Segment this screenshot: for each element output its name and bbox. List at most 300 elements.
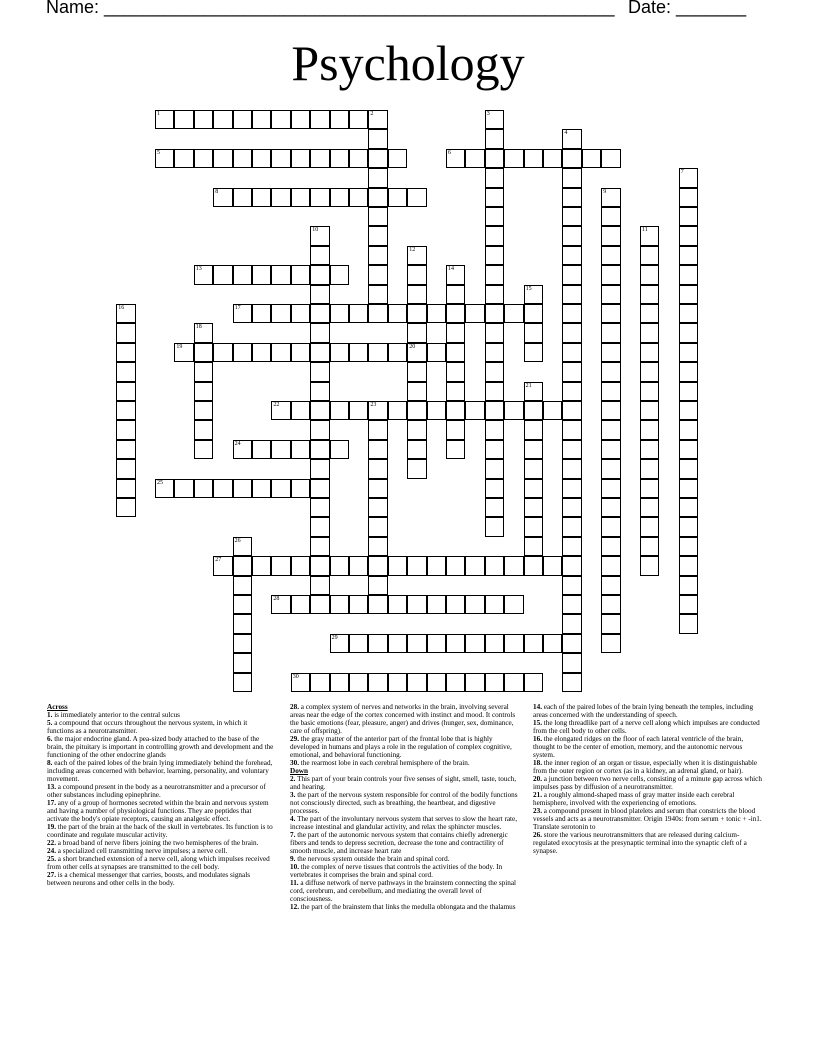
grid-cell[interactable]	[524, 479, 543, 498]
grid-cell[interactable]	[368, 517, 387, 536]
grid-cell[interactable]	[640, 440, 659, 459]
grid-cell[interactable]	[407, 304, 426, 323]
grid-cell[interactable]	[116, 479, 135, 498]
grid-cell[interactable]	[679, 420, 698, 439]
grid-cell[interactable]	[310, 479, 329, 498]
grid-cell[interactable]	[252, 556, 271, 575]
grid-cell[interactable]	[485, 362, 504, 381]
grid-cell[interactable]	[446, 440, 465, 459]
grid-cell[interactable]	[524, 459, 543, 478]
grid-cell[interactable]	[291, 265, 310, 284]
grid-cell[interactable]	[233, 440, 252, 459]
grid-cell[interactable]	[640, 362, 659, 381]
grid-cell[interactable]	[601, 420, 620, 439]
grid-cell[interactable]	[601, 634, 620, 653]
grid-cell[interactable]	[485, 420, 504, 439]
grid-cell[interactable]	[407, 420, 426, 439]
grid-cell[interactable]	[562, 401, 581, 420]
grid-cell[interactable]	[601, 149, 620, 168]
grid-cell[interactable]	[679, 226, 698, 245]
grid-cell[interactable]	[213, 188, 232, 207]
grid-cell[interactable]	[349, 673, 368, 692]
grid-cell[interactable]	[174, 479, 193, 498]
grid-cell[interactable]	[368, 265, 387, 284]
grid-cell[interactable]	[213, 265, 232, 284]
grid-cell[interactable]	[524, 323, 543, 342]
grid-cell[interactable]	[116, 498, 135, 517]
grid-cell[interactable]	[485, 285, 504, 304]
grid-cell[interactable]	[640, 420, 659, 439]
grid-cell[interactable]	[562, 265, 581, 284]
grid-cell[interactable]	[271, 110, 290, 129]
grid-cell[interactable]	[368, 420, 387, 439]
grid-cell[interactable]	[233, 634, 252, 653]
grid-cell[interactable]	[271, 440, 290, 459]
grid-cell[interactable]	[407, 634, 426, 653]
grid-cell[interactable]	[446, 673, 465, 692]
grid-cell[interactable]	[524, 285, 543, 304]
grid-cell[interactable]	[368, 537, 387, 556]
grid-cell[interactable]	[116, 420, 135, 439]
grid-cell[interactable]	[213, 479, 232, 498]
grid-cell[interactable]	[310, 576, 329, 595]
grid-cell[interactable]	[640, 459, 659, 478]
grid-cell[interactable]	[407, 556, 426, 575]
grid-cell[interactable]	[368, 304, 387, 323]
grid-cell[interactable]	[679, 323, 698, 342]
grid-cell[interactable]	[349, 149, 368, 168]
grid-cell[interactable]	[562, 440, 581, 459]
grid-cell[interactable]	[310, 226, 329, 245]
grid-cell[interactable]	[388, 634, 407, 653]
grid-cell[interactable]	[330, 401, 349, 420]
grid-cell[interactable]	[407, 246, 426, 265]
grid-cell[interactable]	[640, 265, 659, 284]
grid-cell[interactable]	[562, 576, 581, 595]
grid-cell[interactable]	[427, 556, 446, 575]
grid-cell[interactable]	[465, 401, 484, 420]
grid-cell[interactable]	[465, 634, 484, 653]
grid-cell[interactable]	[349, 595, 368, 614]
grid-cell[interactable]	[407, 459, 426, 478]
grid-cell[interactable]	[427, 634, 446, 653]
grid-cell[interactable]	[194, 479, 213, 498]
grid-cell[interactable]	[640, 323, 659, 342]
grid-cell[interactable]	[252, 479, 271, 498]
grid-cell[interactable]	[446, 634, 465, 653]
grid-cell[interactable]	[368, 576, 387, 595]
grid-cell[interactable]	[446, 285, 465, 304]
grid-cell[interactable]	[679, 285, 698, 304]
grid-cell[interactable]	[116, 401, 135, 420]
grid-cell[interactable]	[562, 207, 581, 226]
grid-cell[interactable]	[233, 110, 252, 129]
grid-cell[interactable]	[388, 401, 407, 420]
grid-cell[interactable]	[291, 188, 310, 207]
grid-cell[interactable]	[679, 246, 698, 265]
grid-cell[interactable]	[310, 382, 329, 401]
grid-cell[interactable]	[562, 188, 581, 207]
grid-cell[interactable]	[601, 576, 620, 595]
grid-cell[interactable]	[233, 653, 252, 672]
grid-cell[interactable]	[601, 362, 620, 381]
grid-cell[interactable]	[368, 595, 387, 614]
grid-cell[interactable]	[562, 323, 581, 342]
grid-cell[interactable]	[155, 149, 174, 168]
grid-cell[interactable]	[601, 207, 620, 226]
grid-cell[interactable]	[485, 556, 504, 575]
grid-cell[interactable]	[330, 343, 349, 362]
grid-cell[interactable]	[310, 188, 329, 207]
grid-cell[interactable]	[679, 304, 698, 323]
grid-cell[interactable]	[388, 304, 407, 323]
grid-cell[interactable]	[524, 440, 543, 459]
grid-cell[interactable]	[330, 149, 349, 168]
grid-cell[interactable]	[562, 498, 581, 517]
grid-cell[interactable]	[485, 479, 504, 498]
grid-cell[interactable]	[407, 595, 426, 614]
grid-cell[interactable]	[601, 382, 620, 401]
grid-cell[interactable]	[679, 556, 698, 575]
grid-cell[interactable]	[291, 149, 310, 168]
grid-cell[interactable]	[407, 285, 426, 304]
grid-cell[interactable]	[562, 614, 581, 633]
grid-cell[interactable]	[524, 517, 543, 536]
grid-cell[interactable]	[582, 149, 601, 168]
grid-cell[interactable]	[174, 343, 193, 362]
grid-cell[interactable]	[485, 168, 504, 187]
grid-cell[interactable]	[679, 498, 698, 517]
grid-cell[interactable]	[562, 304, 581, 323]
grid-cell[interactable]	[194, 362, 213, 381]
grid-cell[interactable]	[485, 265, 504, 284]
grid-cell[interactable]	[601, 323, 620, 342]
grid-cell[interactable]	[465, 149, 484, 168]
grid-cell[interactable]	[116, 323, 135, 342]
grid-cell[interactable]	[310, 265, 329, 284]
grid-cell[interactable]	[543, 401, 562, 420]
grid-cell[interactable]	[601, 459, 620, 478]
grid-cell[interactable]	[310, 459, 329, 478]
grid-cell[interactable]	[330, 556, 349, 575]
grid-cell[interactable]	[485, 149, 504, 168]
grid-cell[interactable]	[679, 440, 698, 459]
grid-cell[interactable]	[446, 556, 465, 575]
grid-cell[interactable]	[524, 537, 543, 556]
grid-cell[interactable]	[543, 556, 562, 575]
grid-cell[interactable]	[194, 323, 213, 342]
grid-cell[interactable]	[485, 323, 504, 342]
grid-cell[interactable]	[562, 362, 581, 381]
grid-cell[interactable]	[291, 343, 310, 362]
grid-cell[interactable]	[252, 110, 271, 129]
grid-cell[interactable]	[465, 304, 484, 323]
grid-cell[interactable]	[679, 537, 698, 556]
grid-cell[interactable]	[310, 556, 329, 575]
grid-cell[interactable]	[291, 556, 310, 575]
grid-cell[interactable]	[330, 265, 349, 284]
grid-cell[interactable]	[368, 498, 387, 517]
grid-cell[interactable]	[349, 343, 368, 362]
grid-cell[interactable]	[562, 129, 581, 148]
grid-cell[interactable]	[271, 149, 290, 168]
grid-cell[interactable]	[116, 343, 135, 362]
grid-cell[interactable]	[679, 188, 698, 207]
grid-cell[interactable]	[368, 149, 387, 168]
grid-cell[interactable]	[233, 304, 252, 323]
grid-cell[interactable]	[368, 459, 387, 478]
grid-cell[interactable]	[116, 304, 135, 323]
grid-cell[interactable]	[446, 420, 465, 439]
grid-cell[interactable]	[233, 576, 252, 595]
grid-cell[interactable]	[601, 517, 620, 536]
grid-cell[interactable]	[640, 304, 659, 323]
grid-cell[interactable]	[407, 673, 426, 692]
grid-cell[interactable]	[116, 459, 135, 478]
grid-cell[interactable]	[368, 401, 387, 420]
grid-cell[interactable]	[485, 634, 504, 653]
grid-cell[interactable]	[640, 556, 659, 575]
grid-cell[interactable]	[368, 285, 387, 304]
grid-cell[interactable]	[213, 149, 232, 168]
grid-cell[interactable]	[388, 149, 407, 168]
grid-cell[interactable]	[601, 595, 620, 614]
grid-cell[interactable]	[601, 537, 620, 556]
grid-cell[interactable]	[679, 362, 698, 381]
grid-cell[interactable]	[194, 401, 213, 420]
grid-cell[interactable]	[562, 420, 581, 439]
grid-cell[interactable]	[485, 343, 504, 362]
grid-cell[interactable]	[562, 343, 581, 362]
grid-cell[interactable]	[271, 595, 290, 614]
grid-cell[interactable]	[562, 556, 581, 575]
grid-cell[interactable]	[310, 537, 329, 556]
grid-cell[interactable]	[562, 459, 581, 478]
grid-cell[interactable]	[485, 401, 504, 420]
grid-cell[interactable]	[155, 479, 174, 498]
grid-cell[interactable]	[640, 343, 659, 362]
grid-cell[interactable]	[310, 362, 329, 381]
grid-cell[interactable]	[640, 537, 659, 556]
grid-cell[interactable]	[562, 517, 581, 536]
grid-cell[interactable]	[310, 595, 329, 614]
grid-cell[interactable]	[427, 673, 446, 692]
grid-cell[interactable]	[213, 110, 232, 129]
grid-cell[interactable]	[310, 420, 329, 439]
grid-cell[interactable]	[155, 110, 174, 129]
grid-cell[interactable]	[601, 498, 620, 517]
grid-cell[interactable]	[368, 343, 387, 362]
grid-cell[interactable]	[446, 382, 465, 401]
grid-cell[interactable]	[485, 440, 504, 459]
grid-cell[interactable]	[368, 479, 387, 498]
grid-cell[interactable]	[679, 614, 698, 633]
grid-cell[interactable]	[679, 401, 698, 420]
grid-cell[interactable]	[485, 226, 504, 245]
grid-cell[interactable]	[407, 440, 426, 459]
grid-cell[interactable]	[485, 304, 504, 323]
grid-cell[interactable]	[679, 265, 698, 284]
grid-cell[interactable]	[601, 285, 620, 304]
grid-cell[interactable]	[233, 479, 252, 498]
grid-cell[interactable]	[504, 673, 523, 692]
grid-cell[interactable]	[485, 246, 504, 265]
grid-cell[interactable]	[330, 110, 349, 129]
grid-cell[interactable]	[465, 673, 484, 692]
grid-cell[interactable]	[679, 459, 698, 478]
grid-cell[interactable]	[368, 246, 387, 265]
grid-cell[interactable]	[524, 304, 543, 323]
grid-cell[interactable]	[446, 401, 465, 420]
grid-cell[interactable]	[407, 265, 426, 284]
grid-cell[interactable]	[504, 401, 523, 420]
grid-cell[interactable]	[679, 595, 698, 614]
grid-cell[interactable]	[407, 401, 426, 420]
grid-cell[interactable]	[116, 440, 135, 459]
grid-cell[interactable]	[368, 673, 387, 692]
grid-cell[interactable]	[233, 188, 252, 207]
grid-cell[interactable]	[679, 382, 698, 401]
grid-cell[interactable]	[194, 382, 213, 401]
grid-cell[interactable]	[349, 556, 368, 575]
grid-cell[interactable]	[388, 556, 407, 575]
grid-cell[interactable]	[485, 129, 504, 148]
grid-cell[interactable]	[427, 595, 446, 614]
grid-cell[interactable]	[601, 479, 620, 498]
grid-cell[interactable]	[291, 479, 310, 498]
grid-cell[interactable]	[310, 323, 329, 342]
grid-cell[interactable]	[194, 265, 213, 284]
grid-cell[interactable]	[349, 634, 368, 653]
grid-cell[interactable]	[310, 246, 329, 265]
grid-cell[interactable]	[640, 226, 659, 245]
grid-cell[interactable]	[252, 304, 271, 323]
grid-cell[interactable]	[446, 323, 465, 342]
grid-cell[interactable]	[601, 226, 620, 245]
grid-cell[interactable]	[194, 420, 213, 439]
grid-cell[interactable]	[601, 304, 620, 323]
grid-cell[interactable]	[562, 634, 581, 653]
grid-cell[interactable]	[601, 188, 620, 207]
grid-cell[interactable]	[485, 459, 504, 478]
grid-cell[interactable]	[271, 556, 290, 575]
grid-cell[interactable]	[524, 382, 543, 401]
grid-cell[interactable]	[524, 556, 543, 575]
grid-cell[interactable]	[485, 673, 504, 692]
grid-cell[interactable]	[330, 673, 349, 692]
grid-cell[interactable]	[446, 343, 465, 362]
grid-cell[interactable]	[524, 498, 543, 517]
grid-cell[interactable]	[562, 537, 581, 556]
grid-cell[interactable]	[388, 188, 407, 207]
grid-cell[interactable]	[427, 304, 446, 323]
grid-cell[interactable]	[310, 440, 329, 459]
grid-cell[interactable]	[640, 285, 659, 304]
grid-cell[interactable]	[368, 556, 387, 575]
grid-cell[interactable]	[388, 343, 407, 362]
grid-cell[interactable]	[349, 110, 368, 129]
grid-cell[interactable]	[368, 207, 387, 226]
grid-cell[interactable]	[174, 149, 193, 168]
grid-cell[interactable]	[524, 420, 543, 439]
grid-cell[interactable]	[310, 498, 329, 517]
grid-cell[interactable]	[543, 634, 562, 653]
grid-cell[interactable]	[465, 595, 484, 614]
grid-cell[interactable]	[504, 556, 523, 575]
grid-cell[interactable]	[427, 343, 446, 362]
grid-cell[interactable]	[233, 343, 252, 362]
grid-cell[interactable]	[524, 149, 543, 168]
grid-cell[interactable]	[679, 168, 698, 187]
grid-cell[interactable]	[640, 401, 659, 420]
grid-cell[interactable]	[407, 188, 426, 207]
grid-cell[interactable]	[310, 343, 329, 362]
grid-cell[interactable]	[601, 614, 620, 633]
grid-cell[interactable]	[310, 673, 329, 692]
grid-cell[interactable]	[194, 343, 213, 362]
grid-cell[interactable]	[485, 382, 504, 401]
grid-cell[interactable]	[524, 673, 543, 692]
grid-cell[interactable]	[407, 382, 426, 401]
grid-cell[interactable]	[310, 401, 329, 420]
grid-cell[interactable]	[291, 595, 310, 614]
grid-cell[interactable]	[679, 479, 698, 498]
grid-cell[interactable]	[679, 517, 698, 536]
grid-cell[interactable]	[524, 634, 543, 653]
grid-cell[interactable]	[601, 343, 620, 362]
grid-cell[interactable]	[446, 362, 465, 381]
grid-cell[interactable]	[485, 595, 504, 614]
grid-cell[interactable]	[213, 343, 232, 362]
grid-cell[interactable]	[233, 537, 252, 556]
grid-cell[interactable]	[233, 614, 252, 633]
grid-cell[interactable]	[388, 673, 407, 692]
grid-cell[interactable]	[562, 149, 581, 168]
grid-cell[interactable]	[291, 304, 310, 323]
grid-cell[interactable]	[291, 110, 310, 129]
grid-cell[interactable]	[194, 149, 213, 168]
grid-cell[interactable]	[194, 110, 213, 129]
grid-cell[interactable]	[679, 343, 698, 362]
grid-cell[interactable]	[252, 265, 271, 284]
grid-cell[interactable]	[330, 634, 349, 653]
grid-cell[interactable]	[252, 440, 271, 459]
grid-cell[interactable]	[485, 188, 504, 207]
grid-cell[interactable]	[330, 188, 349, 207]
grid-cell[interactable]	[233, 149, 252, 168]
grid-cell[interactable]	[524, 401, 543, 420]
grid-cell[interactable]	[601, 556, 620, 575]
grid-cell[interactable]	[271, 343, 290, 362]
grid-cell[interactable]	[233, 595, 252, 614]
grid-cell[interactable]	[349, 304, 368, 323]
grid-cell[interactable]	[465, 556, 484, 575]
grid-cell[interactable]	[368, 110, 387, 129]
grid-cell[interactable]	[562, 595, 581, 614]
grid-cell[interactable]	[562, 382, 581, 401]
grid-cell[interactable]	[271, 265, 290, 284]
grid-cell[interactable]	[310, 517, 329, 536]
grid-cell[interactable]	[640, 498, 659, 517]
grid-cell[interactable]	[291, 440, 310, 459]
grid-cell[interactable]	[427, 401, 446, 420]
grid-cell[interactable]	[252, 343, 271, 362]
grid-cell[interactable]	[543, 149, 562, 168]
grid-cell[interactable]	[562, 653, 581, 672]
grid-cell[interactable]	[368, 634, 387, 653]
grid-cell[interactable]	[368, 226, 387, 245]
grid-cell[interactable]	[271, 401, 290, 420]
